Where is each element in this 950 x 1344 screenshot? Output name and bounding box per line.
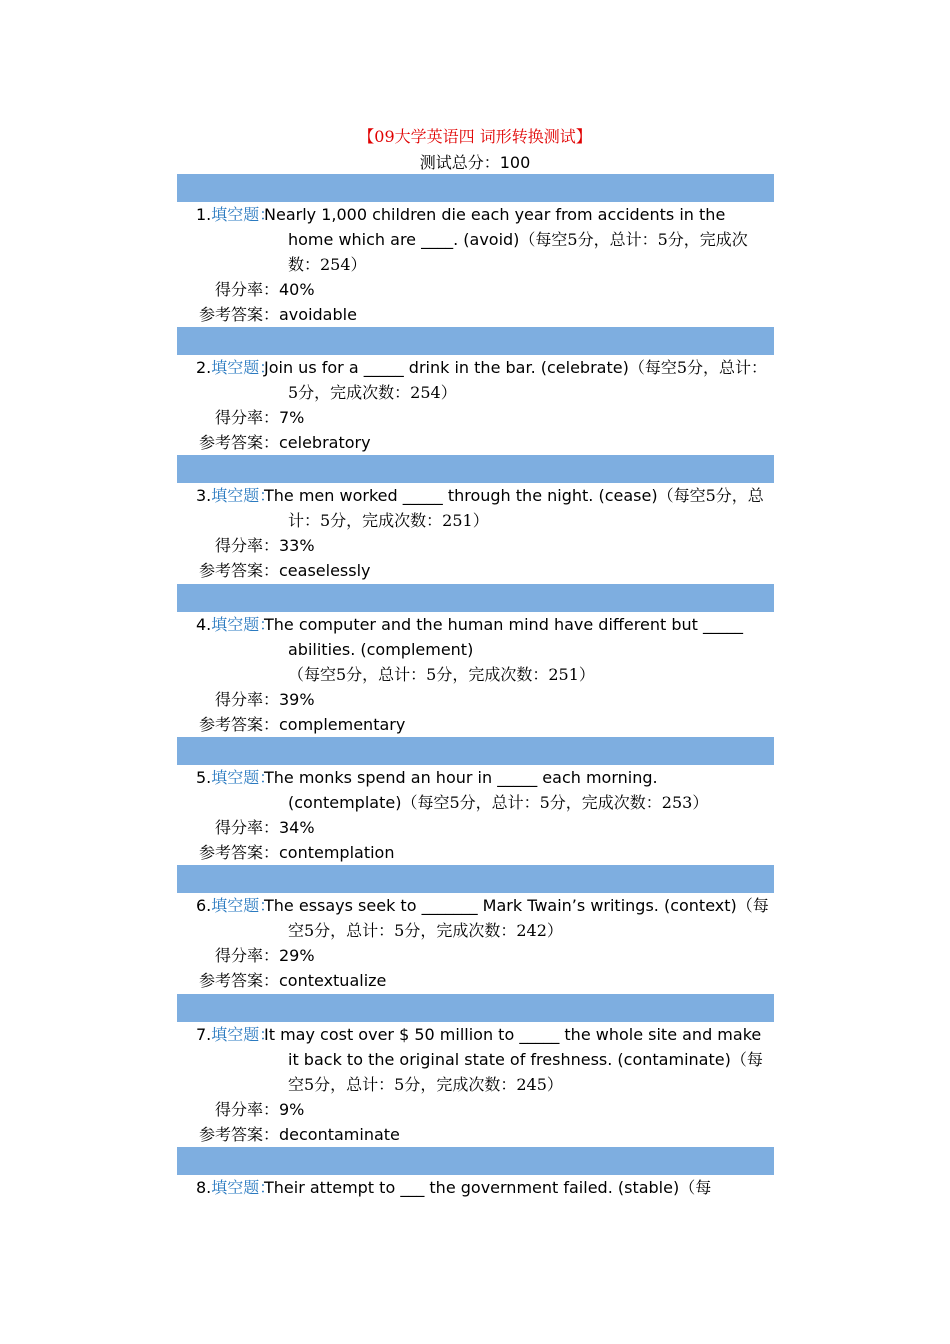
question-header-bar xyxy=(177,1147,774,1175)
question-body: Join us for a _____ drink in the bar. (celebrate) xyxy=(264,358,629,377)
question-line xyxy=(196,1175,774,1200)
question-text xyxy=(264,483,774,533)
score-rate-row xyxy=(196,1097,774,1122)
answer-value: decontaminate xyxy=(279,1125,400,1144)
question-text xyxy=(264,1175,774,1200)
answer-label: 参考答案： xyxy=(198,1125,279,1144)
score-rate-value: 9% xyxy=(279,1100,305,1119)
question-number: 3. xyxy=(196,486,212,505)
answer-row xyxy=(196,430,774,455)
question-body: The essays seek to _______ Mark Twain’s writings. (context) xyxy=(264,896,737,915)
question-type: 填空题： xyxy=(211,768,276,787)
question-body: The men worked _____ through the night. (cease) xyxy=(264,486,658,505)
question-type: 填空题： xyxy=(211,486,276,505)
question-meta: （每空5分，总计：5分，完成次数：253） xyxy=(401,793,709,812)
answer-value: avoidable xyxy=(279,305,357,324)
question-type: 填空题： xyxy=(211,615,276,634)
question-meta: （每空5分，总计：5分，完成次数：245） xyxy=(288,1050,763,1094)
question-block xyxy=(196,202,774,327)
question-number: 7. xyxy=(196,1025,212,1044)
question-meta: （每 xyxy=(679,1178,712,1197)
score-rate-row xyxy=(196,687,774,712)
question-header-bar xyxy=(177,455,774,483)
answer-row xyxy=(196,1122,774,1147)
answer-row xyxy=(196,968,774,993)
question-body: Nearly 1,000 children die each year from accidents in the home which are ____. (avoid) xyxy=(264,205,726,249)
question-block xyxy=(196,612,774,737)
total-score xyxy=(0,150,950,173)
question-line xyxy=(196,1022,774,1097)
question-block xyxy=(196,893,774,993)
question-body: The computer and the human mind have different but _____ abilities. (complement) xyxy=(264,615,743,659)
question-block xyxy=(196,1175,774,1200)
question-number: 8. xyxy=(196,1178,212,1197)
question-block xyxy=(196,483,774,583)
question-header-bar xyxy=(177,174,774,202)
score-rate-value: 34% xyxy=(279,818,315,837)
answer-row xyxy=(196,712,774,737)
answer-value: complementary xyxy=(279,715,406,734)
question-header-bar xyxy=(177,737,774,765)
score-rate-label: 得分率： xyxy=(214,1100,279,1119)
question-type: 填空题： xyxy=(211,358,276,377)
question-number: 4. xyxy=(196,615,212,634)
score-rate-value: 39% xyxy=(279,690,315,709)
answer-value: celebratory xyxy=(279,433,371,452)
score-rate-row xyxy=(196,815,774,840)
score-rate-value: 29% xyxy=(279,946,315,965)
question-line xyxy=(196,202,774,277)
question-number: 5. xyxy=(196,768,212,787)
question-number: 6. xyxy=(196,896,212,915)
question-header-bar xyxy=(177,994,774,1022)
question-header-bar xyxy=(177,327,774,355)
question-line xyxy=(196,355,774,405)
question-meta: （每空5分，总计：5分，完成次数：251） xyxy=(288,665,595,684)
question-line xyxy=(196,612,774,687)
question-type: 填空题： xyxy=(211,896,276,915)
score-rate-label: 得分率： xyxy=(214,408,279,427)
score-rate-row xyxy=(196,533,774,558)
page-title: 【09大学英语四 词形转换测试】 xyxy=(358,127,592,146)
question-text xyxy=(264,202,774,277)
score-rate-value: 40% xyxy=(279,280,315,299)
answer-label: 参考答案： xyxy=(198,305,279,324)
question-body: Their attempt to ___ the government failed. (stable) xyxy=(264,1178,680,1197)
question-text xyxy=(264,612,774,687)
score-rate-row xyxy=(196,943,774,968)
question-number: 1. xyxy=(196,205,212,224)
answer-label: 参考答案： xyxy=(198,971,279,990)
answer-value: contemplation xyxy=(279,843,395,862)
question-text xyxy=(264,1022,774,1097)
score-rate-label: 得分率： xyxy=(214,536,279,555)
score-rate-label: 得分率： xyxy=(214,818,279,837)
score-rate-label: 得分率： xyxy=(214,690,279,709)
question-header-bar xyxy=(177,584,774,612)
question-text xyxy=(264,893,774,943)
answer-value: ceaselessly xyxy=(279,561,371,580)
score-rate-value: 33% xyxy=(279,536,315,555)
question-block xyxy=(196,1022,774,1147)
score-rate-label: 得分率： xyxy=(214,280,279,299)
question-text xyxy=(264,765,774,815)
total-label: 测试总分： xyxy=(419,153,500,172)
answer-row xyxy=(196,840,774,865)
question-type: 填空题： xyxy=(211,1025,276,1044)
question-body: It may cost over $ 50 million to _____ the whole site and make it back to the original state of freshness. (contaminate) xyxy=(264,1025,762,1069)
score-rate-row xyxy=(196,405,774,430)
question-type: 填空题： xyxy=(211,205,276,224)
question-line xyxy=(196,765,774,815)
answer-value: contextualize xyxy=(279,971,387,990)
question-meta: （每空5分，总计：5分，完成次数：251） xyxy=(288,486,764,530)
answer-row xyxy=(196,558,774,583)
question-meta: （每空5分，总计：5分，完成次数：254） xyxy=(288,230,748,274)
total-value: 100 xyxy=(499,153,531,172)
answer-row xyxy=(196,302,774,327)
question-header-bar xyxy=(177,865,774,893)
score-rate-row xyxy=(196,277,774,302)
question-line xyxy=(196,483,774,533)
question-body: The monks spend an hour in _____ each morning. (contemplate) xyxy=(264,768,658,812)
score-rate-value: 7% xyxy=(279,408,305,427)
answer-label: 参考答案： xyxy=(198,715,279,734)
question-meta: （每空5分，总计：5分，完成次数：242） xyxy=(288,896,769,940)
question-number: 2. xyxy=(196,358,212,377)
answer-label: 参考答案： xyxy=(198,843,279,862)
question-line xyxy=(196,893,774,943)
question-text xyxy=(264,355,774,405)
question-block xyxy=(196,765,774,865)
question-meta: （每空5分，总计：5分，完成次数：254） xyxy=(288,358,767,402)
question-block xyxy=(196,355,774,455)
score-rate-label: 得分率： xyxy=(214,946,279,965)
question-type: 填空题： xyxy=(211,1178,276,1197)
answer-label: 参考答案： xyxy=(198,561,279,580)
answer-label: 参考答案： xyxy=(198,433,279,452)
